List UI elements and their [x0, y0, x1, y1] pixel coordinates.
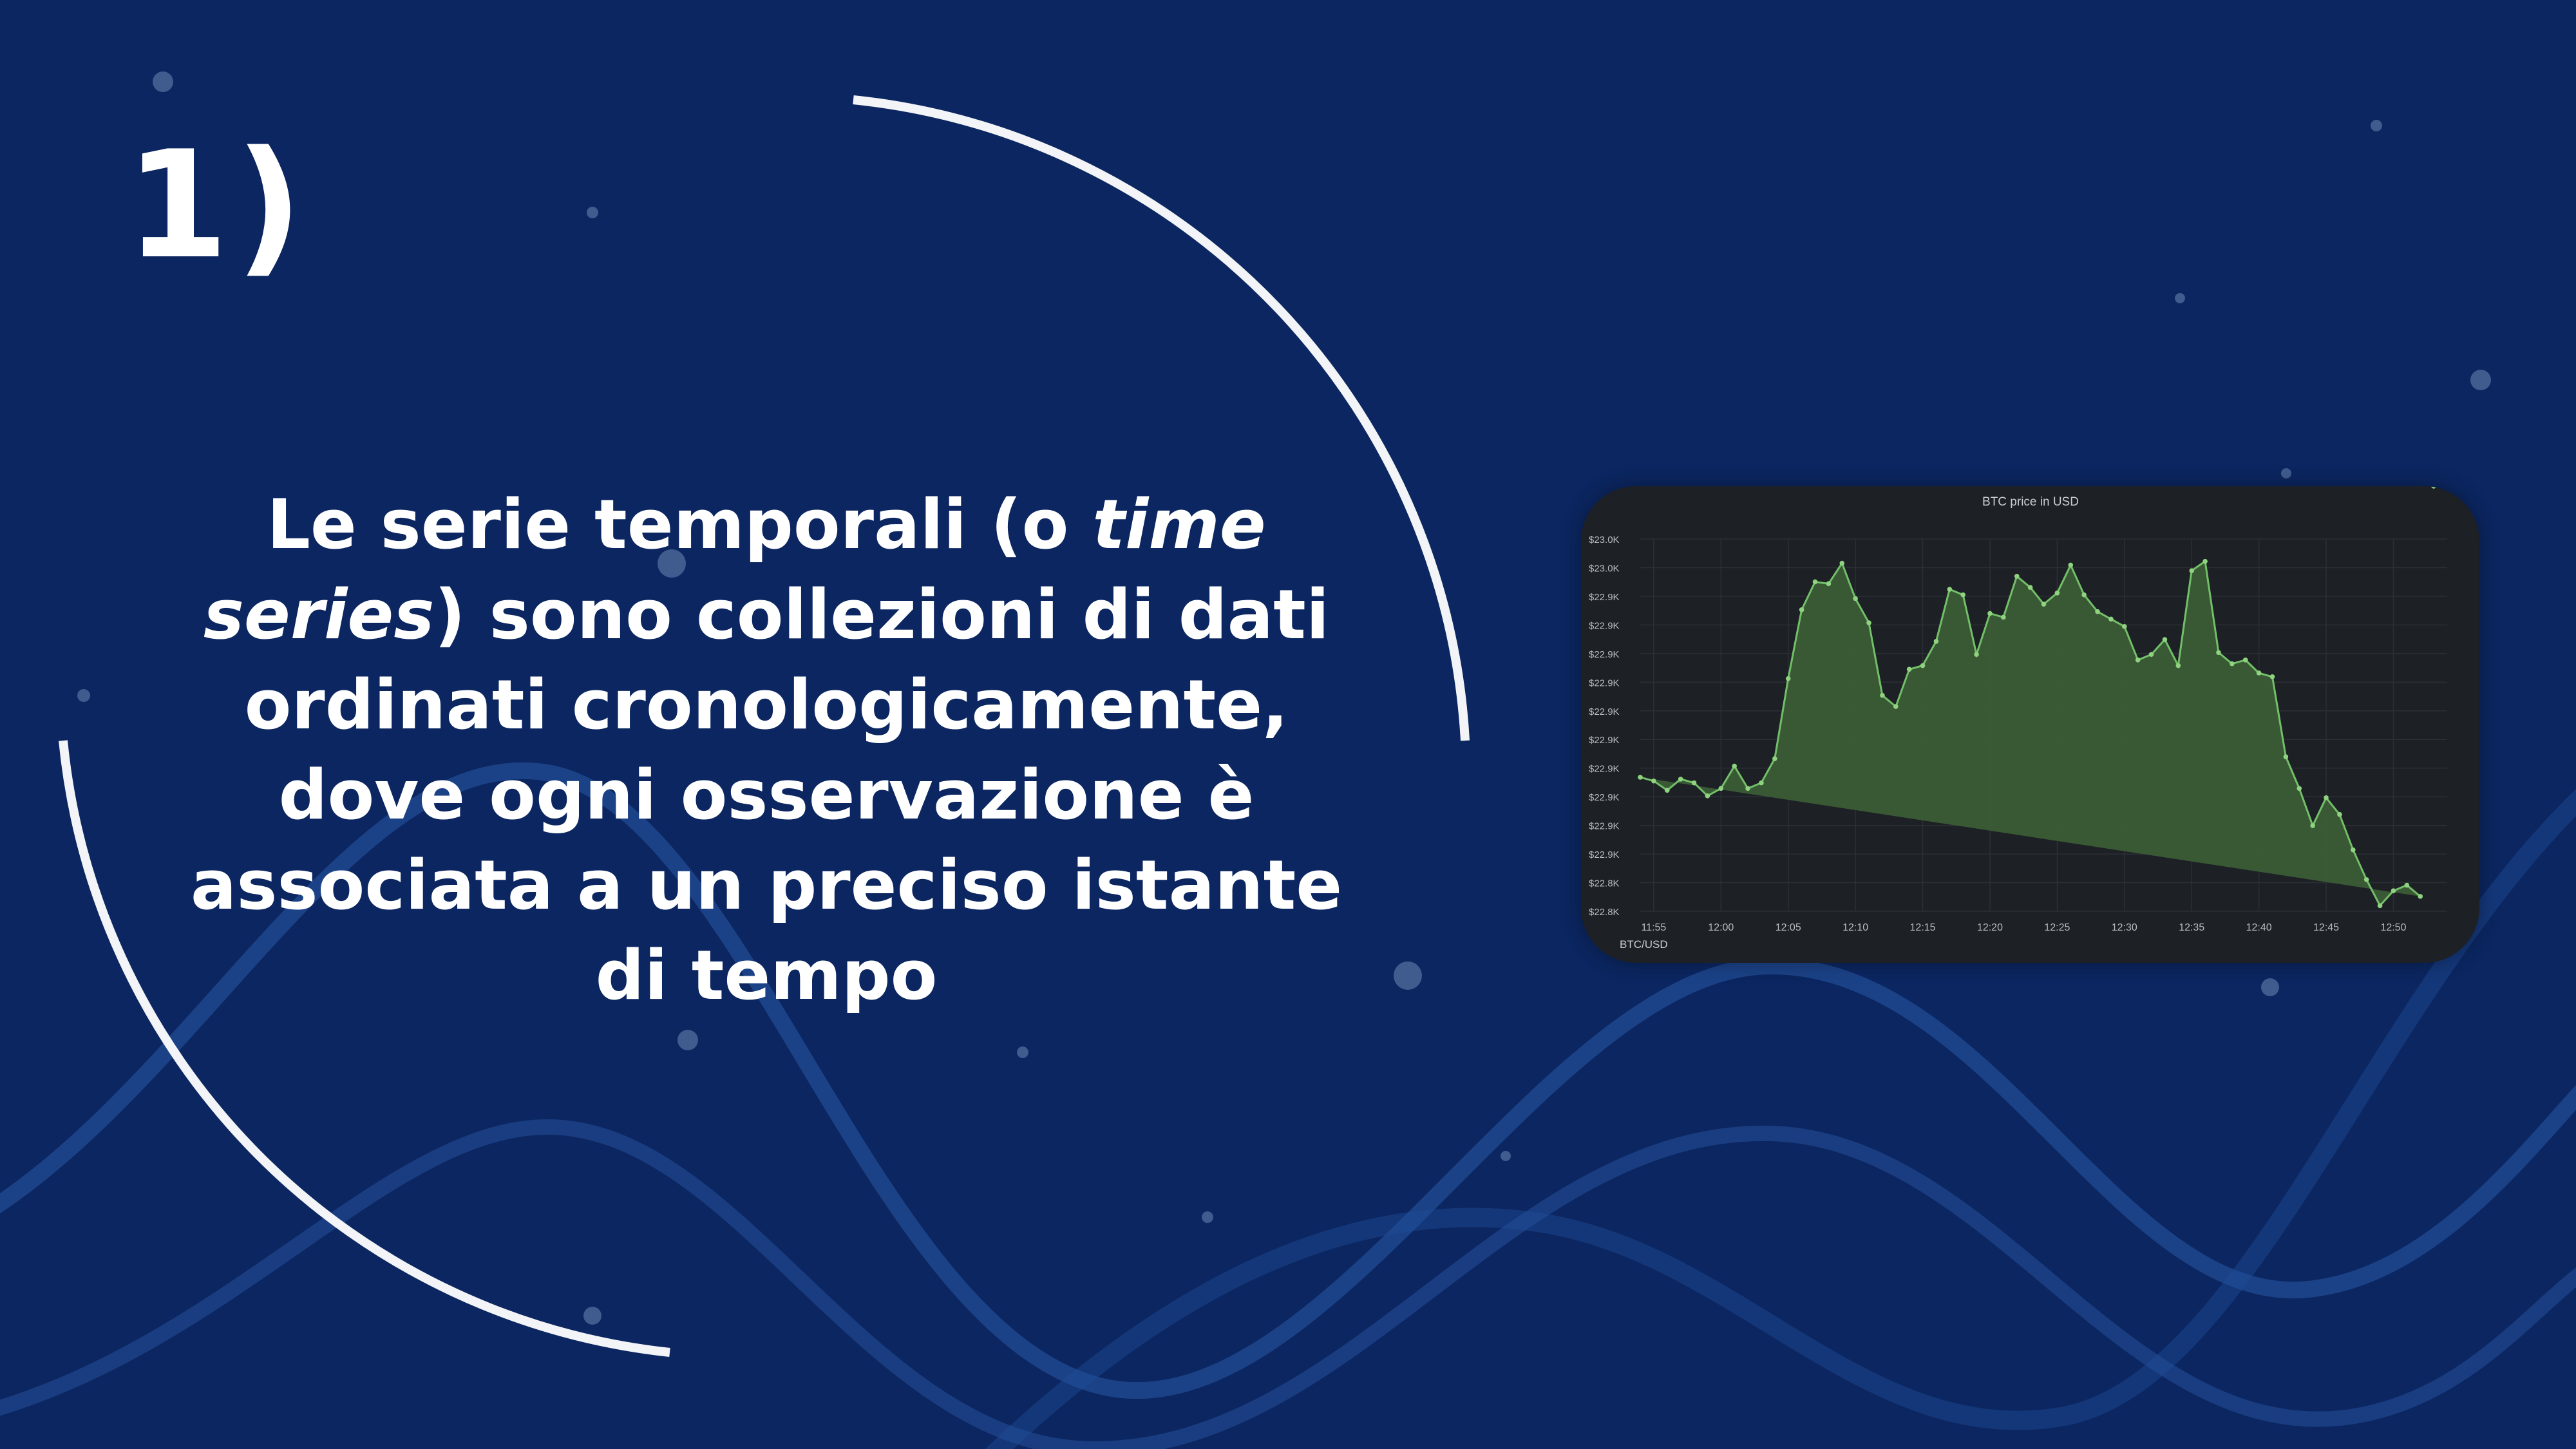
chart-data-point [2230, 661, 2235, 667]
background-dot [587, 207, 598, 218]
chart-data-point [2081, 592, 2087, 598]
chart-data-point [1987, 611, 1993, 616]
background-dot [1017, 1046, 1028, 1058]
background-dot [2281, 468, 2291, 478]
chart-x-tick-label: 12:10 [1842, 922, 1869, 933]
chart-y-tick-label: $22.9K [1589, 706, 1620, 717]
background-wave [0, 1127, 2576, 1449]
chart-y-tick-label: $22.9K [1589, 763, 1620, 775]
chart-data-point [2136, 658, 2141, 663]
chart-data-point [1705, 793, 1710, 799]
chart-data-point [2149, 652, 2154, 657]
chart-data-point [2405, 883, 2410, 888]
chart-y-tick-label: $22.8K [1589, 907, 1620, 918]
chart-data-point [1907, 667, 1912, 672]
chart-data-point [1678, 777, 1683, 782]
chart-data-point [2176, 663, 2181, 668]
chart-y-tick-label: $22.9K [1589, 620, 1620, 632]
chart-data-point [2351, 848, 2356, 853]
chart-data-point [2270, 674, 2275, 679]
chart-data-point [1866, 620, 1871, 625]
background-dot [153, 71, 173, 92]
chart-data-point [1920, 663, 1926, 668]
chart-data-point [2431, 486, 2436, 489]
chart-data-point [2324, 795, 2329, 800]
chart-data-point [2122, 624, 2127, 629]
chart-y-tick-label: $22.9K [1589, 677, 1620, 689]
chart-data-point [1638, 775, 1643, 780]
chart-x-tick-label: 12:00 [1708, 922, 1734, 933]
chart-data-point [2257, 670, 2262, 676]
chart-data-point [1947, 587, 1953, 592]
chart-data-point [2163, 637, 2168, 642]
chart-x-tick-label: 11:55 [1641, 922, 1667, 933]
chart-data-point [2391, 888, 2396, 893]
chart-data-point [2284, 754, 2289, 759]
background-dot [2175, 293, 2185, 303]
slide-body-text [155, 480, 1378, 1021]
chart-data-point [1813, 580, 1818, 585]
chart-y-tick-label: $22.9K [1589, 820, 1620, 832]
chart-data-point [1799, 607, 1804, 612]
chart-data-point [2068, 563, 2073, 568]
chart-y-tick-label: $22.8K [1589, 878, 1620, 889]
chart-data-point [2028, 585, 2033, 590]
chart-data-point [1960, 592, 1965, 598]
chart-y-tick-label: $22.9K [1589, 735, 1620, 746]
background-dot [2470, 370, 2491, 390]
chart-x-tick-label: 12:40 [2246, 922, 2272, 933]
chart-data-point [1974, 652, 1979, 657]
chart-data-point [2310, 823, 2315, 828]
chart-data-point [2001, 615, 2006, 620]
chart-data-point [1826, 582, 1832, 587]
chart-data-point [1772, 756, 1777, 761]
chart-y-tick-label: $23.0K [1589, 535, 1620, 545]
btc-price-chart [1581, 486, 2479, 963]
chart-data-point [2041, 601, 2047, 607]
chart-data-point [2297, 786, 2302, 791]
chart-y-tick-label: $23.0K [1589, 563, 1620, 574]
chart-data-point [1732, 764, 1737, 769]
chart-y-tick-label: $22.9K [1589, 591, 1620, 603]
chart-x-tick-label: 12:25 [2044, 922, 2070, 933]
chart-data-point [2202, 559, 2208, 564]
chart-data-point [1719, 786, 1724, 791]
slide-number: 1) [126, 120, 310, 292]
body-text-part: ) sono collezioni di dati ordinati cronologicamente, dove ogni osservazione è associata a un preciso istante di tempo [190, 575, 1343, 1015]
chart-data-point [2337, 812, 2342, 817]
chart-title: BTC price in USD [1982, 495, 2079, 509]
chart-data-point [1651, 779, 1656, 784]
chart-x-tick-label: 12:45 [2313, 922, 2340, 933]
chart-data-point [2216, 650, 2221, 655]
chart-data-point [1745, 786, 1750, 791]
chart-data-point [2108, 616, 2114, 621]
chart-data-point [1759, 781, 1764, 786]
chart-data-point [2364, 877, 2369, 882]
body-text-part: Le serie temporali (o [267, 485, 1093, 564]
chart-x-tick-label: 12:05 [1775, 922, 1801, 933]
chart-x-tick-label: 12:50 [2380, 922, 2407, 933]
background-dot [1202, 1211, 1213, 1223]
background-dot [2261, 978, 2279, 996]
chart-data-point [2243, 658, 2248, 663]
btc-price-chart-card [1581, 486, 2479, 963]
chart-data-point [1934, 639, 1939, 644]
chart-data-point [2095, 609, 2100, 614]
background-dot [583, 1307, 601, 1325]
chart-data-point [2189, 568, 2194, 573]
chart-y-tick-label: $22.9K [1589, 792, 1620, 804]
background-dot [77, 689, 90, 702]
chart-y-tick-label: $22.9K [1589, 849, 1620, 861]
background-dot [1501, 1151, 1511, 1161]
chart-data-point [1880, 693, 1885, 698]
chart-x-tick-label: 12:30 [2111, 922, 2137, 933]
chart-x-tick-label: 12:15 [1909, 922, 1936, 933]
chart-data-point [2445, 486, 2450, 489]
chart-data-point [1665, 788, 1670, 793]
chart-legend: BTC/USD [1620, 938, 1668, 951]
body-text-emphasis: time series [203, 485, 1266, 654]
chart-data-point [2014, 574, 2020, 579]
chart-data-point [2418, 894, 2423, 899]
chart-data-point [1893, 704, 1899, 709]
chart-x-tick-label: 12:35 [2179, 922, 2205, 933]
chart-x-tick-label: 12:20 [1976, 922, 2003, 933]
background-dot [677, 1030, 698, 1050]
chart-data-point [2055, 591, 2060, 596]
chart-data-point [1853, 596, 1858, 601]
chart-y-tick-label: $22.9K [1589, 649, 1620, 660]
background-dot [1394, 961, 1422, 990]
chart-data-point [1692, 781, 1697, 786]
chart-data-point [1786, 676, 1791, 681]
background-dot [2371, 120, 2382, 131]
chart-data-point [1839, 561, 1844, 566]
chart-data-point [2378, 904, 2383, 909]
